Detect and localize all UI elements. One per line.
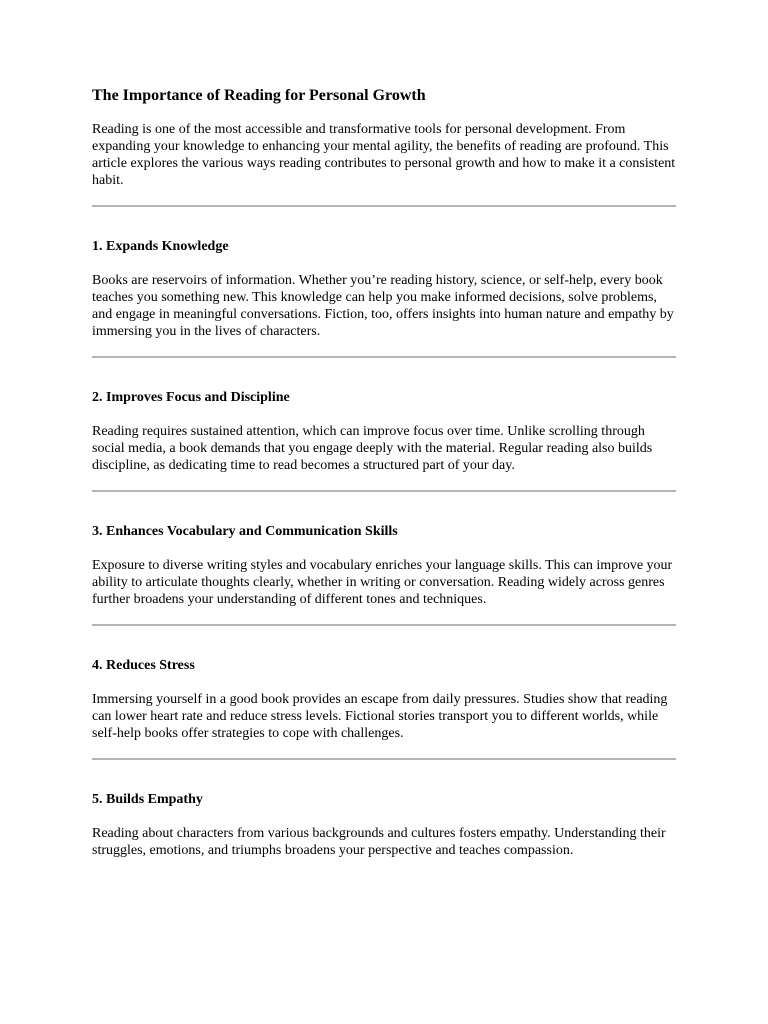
section-divider xyxy=(92,624,676,626)
section-heading: 3. Enhances Vocabulary and Communication Skills xyxy=(92,524,398,539)
section-body: Exposure to diverse writing styles and vocabulary enriches your language skills. This can improve your ability to articulate thoughts clearly, whether in writing or conversation. Reading widely across genres further broadens your understanding of different tones and techniques. xyxy=(92,558,673,607)
section-divider xyxy=(92,205,676,207)
section-heading: 5. Builds Empathy xyxy=(92,792,203,807)
section-heading: 2. Improves Focus and Discipline xyxy=(92,390,290,405)
section-body: Reading about characters from various backgrounds and cultures fosters empathy. Understanding their struggles, emotions, and triumphs broadens your perspective and teaches compassion. xyxy=(92,826,666,858)
section-expands-knowledge xyxy=(92,238,676,340)
section-enhances-vocabulary xyxy=(92,523,676,608)
section-body: Immersing yourself in a good book provides an escape from daily pressures. Studies show that reading can lower heart rate and reduce stress levels. Fictional stories transport you to different worlds, while self-help books offer strategies to cope with challenges. xyxy=(92,692,668,741)
section-reduces-stress xyxy=(92,657,676,742)
section-heading: 4. Reduces Stress xyxy=(92,658,195,673)
intro-paragraph: Reading is one of the most accessible and transformative tools for personal development. From expanding your knowledge to enhancing your mental agility, the benefits of reading are profound. This article explores the various ways reading contributes to personal growth and how to make it a consistent habit. xyxy=(92,122,676,188)
section-divider xyxy=(92,758,676,760)
section-divider xyxy=(92,356,676,358)
section-improves-focus xyxy=(92,389,676,474)
section-builds-empathy xyxy=(92,791,676,859)
section-heading: 1. Expands Knowledge xyxy=(92,239,229,254)
section-body: Reading requires sustained attention, which can improve focus over time. Unlike scrolling through social media, a book demands that you engage deeply with the material. Regular reading also builds discipline, as dedicating time to read becomes a structured part of your day. xyxy=(92,424,653,473)
section-divider xyxy=(92,490,676,492)
document-page xyxy=(92,86,676,859)
page-title: The Importance of Reading for Personal Growth xyxy=(92,87,426,104)
section-body: Books are reservoirs of information. Whether you’re reading history, science, or self-help, every book teaches you something new. This knowledge can help you make informed decisions, solve problems, and engage in meaningful conversations. Fiction, too, offers insights into human nature and empathy by immersing you in the lives of characters. xyxy=(92,273,674,339)
